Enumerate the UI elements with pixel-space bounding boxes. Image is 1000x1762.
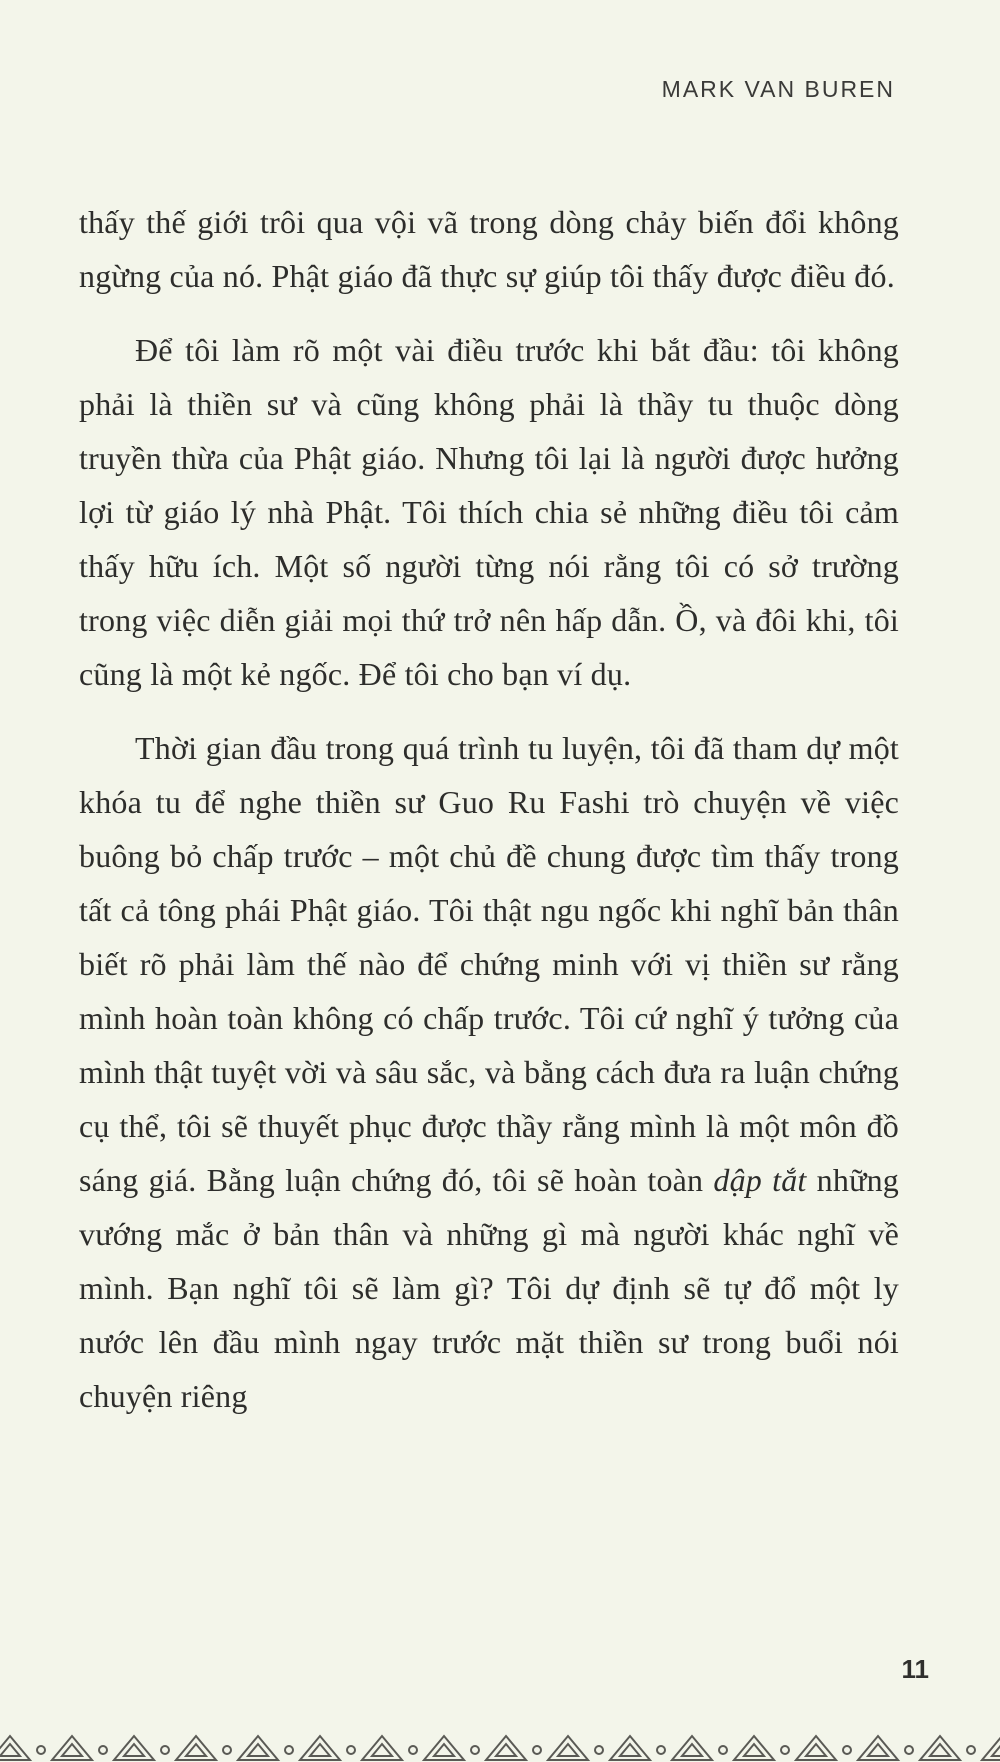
paragraph-1: thấy thế giới trôi qua vội vã trong dòng chảy biến đổi không ngừng của nó. Phật giáo đã thực sự giúp tôi thấy được điều đó. (79, 204, 899, 294)
page-number: 11 (901, 1654, 929, 1684)
paragraph-3-text-a: Thời gian đầu trong quá trình tu luyện, tôi đã tham dự một khóa tu để nghe thiền sư Guo Ru Fashi trò chuyện về việc buông bỏ chấp trước – một chủ đề chung được tìm thấy trong tất cả tông phái Phật giáo. Tôi thật ngu ngốc khi nghĩ bản thân biết rõ phải làm thế nào để chứng minh với vị thiền sư rằng mình hoàn toàn không có chấp trước. Tôi cứ nghĩ ý tưởng của mình thật tuyệt vời và sâu sắc, và bằng cách đưa ra luận chứng cụ thể, tôi sẽ thuyết phục được thầy rằng mình là một môn đồ sáng giá. Bằng luận chứng đó, tôi sẽ hoàn toàn (79, 730, 899, 1198)
paragraph-3 (79, 721, 899, 1423)
triangle-dot-border-ornament-icon (0, 1732, 1000, 1762)
running-header-author: MARK VAN BUREN (661, 76, 895, 102)
paragraph-2: Để tôi làm rõ một vài điều trước khi bắt đầu: tôi không phải là thiền sư và cũng không phải là thầy tu thuộc dòng truyền thừa của Phật giáo. Nhưng tôi lại là người được hưởng lợi từ giáo lý nhà Phật. Tôi thích chia sẻ những điều tôi cảm thấy hữu ích. Một số người từng nói rằng tôi có sở trường trong việc diễn giải mọi thứ trở nên hấp dẫn. Ồ, và đôi khi, tôi cũng là một kẻ ngốc. Để tôi cho bạn ví dụ. (79, 332, 899, 692)
body-text (79, 195, 899, 1423)
paragraph-3-text-b: những vướng mắc ở bản thân và những gì mà người khác nghĩ về mình. Bạn nghĩ tôi sẽ làm gì? Tôi dự định sẽ tự đổ một ly nước lên đầu mình ngay trước mặt thiền sư trong buổi nói chuyện riêng (79, 1162, 900, 1414)
paragraph-3-emphasis: dập tắt (713, 1162, 807, 1198)
